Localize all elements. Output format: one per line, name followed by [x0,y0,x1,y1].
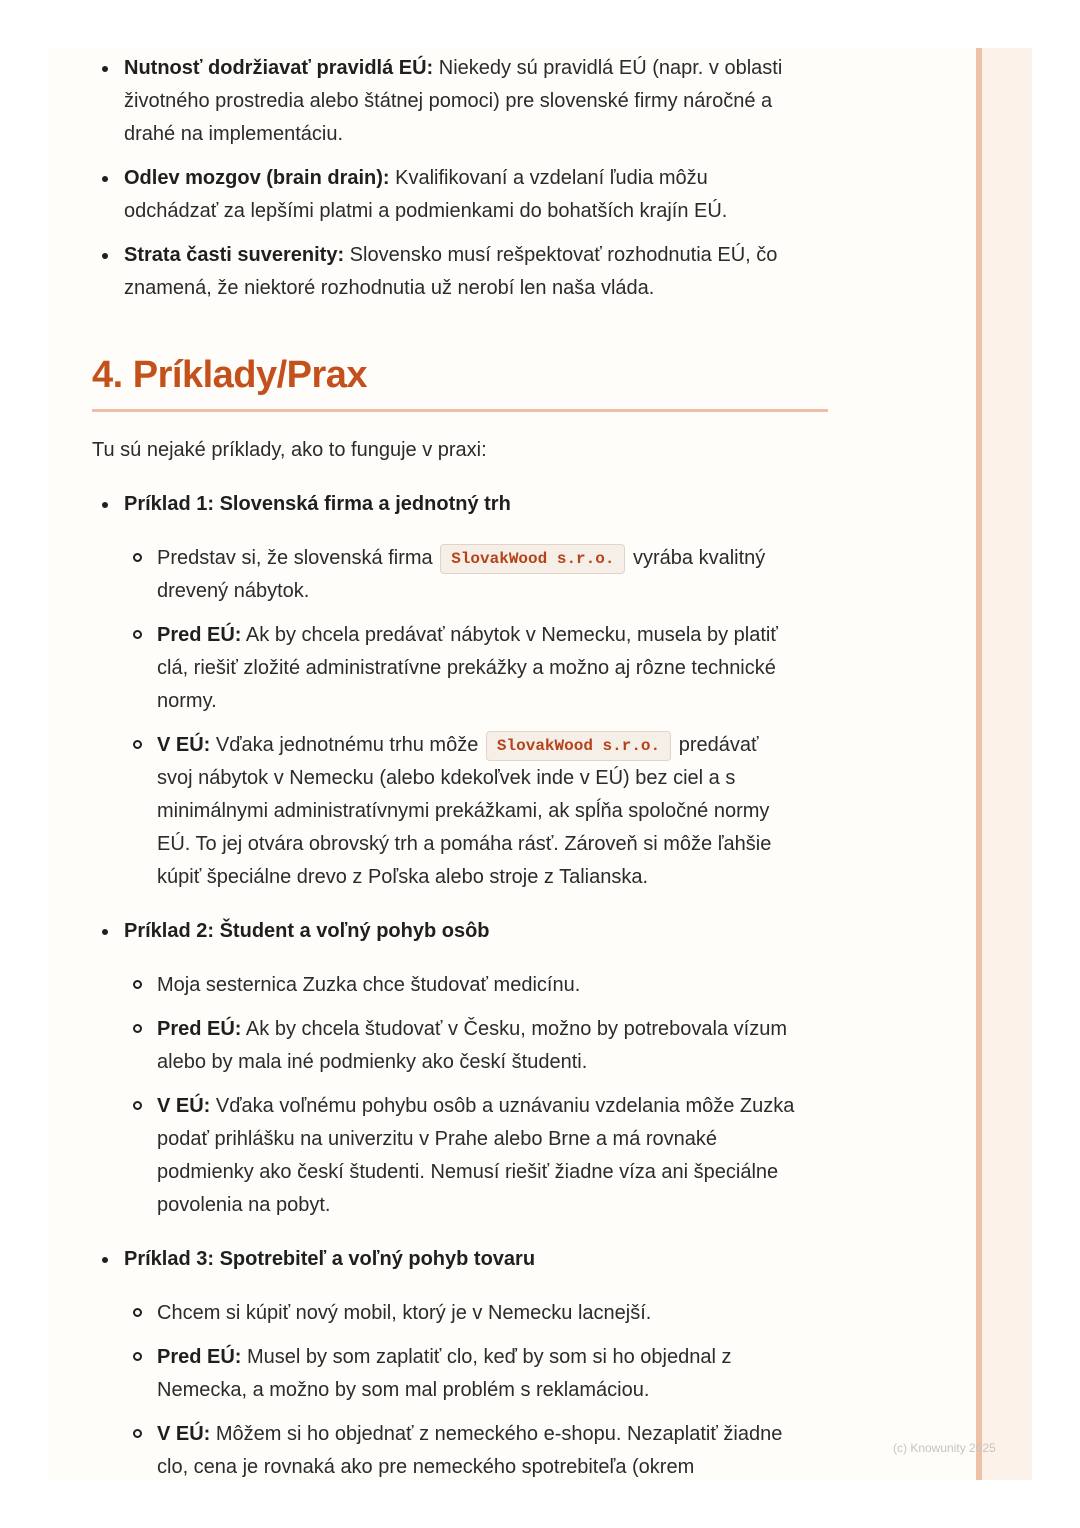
example-title: Príklad 2: Študent a voľný pohyb osôb [124,920,490,942]
heading-divider [92,409,828,412]
sublist-item: Predstav si, že slovenská firma SlovakWood s.r.o. vyrába kvalitný drevený nábytok. [124,542,832,608]
example-item [92,488,832,894]
list-item: Strata časti suverenity: Slovensko musí rešpektovať rozhodnutia EÚ, čo znamená, že niektoré rozhodnutia už nerobí len naša vláda. [92,239,832,305]
document-page [48,48,976,1480]
example-title: Príklad 1: Slovenská firma a jednotný trh [124,493,511,515]
examples-list [92,488,832,1480]
watermark: (c) Knowunity 2025 [893,1441,996,1455]
sublist-item: Moja sesternica Zuzka chce študovať medicínu. [124,969,832,1002]
section-intro: Tu sú nejaké príklady, ako to funguje v praxi: [92,439,487,461]
disadvantages-list [92,52,832,305]
code-snippet: SlovakWood s.r.o. [486,731,671,761]
example-item [92,1243,832,1480]
example-sublist [124,542,832,894]
sublist-item: Pred EÚ: Musel by som zaplatiť clo, keď by som si ho objednal z Nemecka, a možno by som mal problém s reklamáciou. [124,1341,832,1407]
sublist-item: V EÚ: Vďaka voľnému pohybu osôb a uznávaniu vzdelania môže Zuzka podať prihlášku na univerzitu v Prahe alebo Brne a má rovnaké podmienky ako českí študenti. Nemusí riešiť žiadne víza ani špeciálne povolenia na pobyt. [124,1090,832,1222]
list-item: Nutnosť dodržiavať pravidlá EÚ: Niekedy sú pravidlá EÚ (napr. v oblasti životného prostredia alebo štátnej pomoci) pre slovenské firmy náročné a drahé na implementáciu. [92,52,832,151]
example-sublist [124,969,832,1222]
sublist-item: Pred EÚ: Ak by chcela študovať v Česku, možno by potrebovala vízum alebo by mala iné podmienky ako českí študenti. [124,1013,832,1079]
sublist-item: Chcem si kúpiť nový mobil, ktorý je v Nemecku lacnejší. [124,1297,832,1330]
sublist-item: Pred EÚ: Ak by chcela predávať nábytok v Nemecku, musela by platiť clá, riešiť zložité administratívne prekážky a možno aj rôzne technické normy. [124,619,832,718]
example-title: Príklad 3: Spotrebiteľ a voľný pohyb tovaru [124,1248,536,1270]
code-snippet: SlovakWood s.r.o. [440,544,625,574]
page-side-band [976,48,1032,1480]
sublist-item: V EÚ: Môžem si ho objednať z nemeckého e-shopu. Nezaplatiť žiadne clo, cena je rovnaká ako pre nemeckého spotrebiteľa (okrem [124,1418,832,1480]
page-side-border [976,48,982,1480]
example-sublist [124,1297,832,1480]
section-heading: 4. Príklady/Prax [92,354,368,396]
sublist-item: V EÚ: Vďaka jednotnému trhu môže SlovakWood s.r.o. predávať svoj nábytok v Nemecku (alebo kdekoľvek inde v EÚ) bez ciel a s minimálnymi administratívnymi prekážkami, ak spĺňa spoločné normy EÚ. To jej otvára obrovský trh a pomáha rásť. Zároveň si môže ľahšie kúpiť špeciálne drevo z Poľska alebo stroje z Talianska. [124,729,832,894]
example-item [92,915,832,1222]
document-content [92,48,832,1480]
list-item: Odlev mozgov (brain drain): Kvalifikovaní a vzdelaní ľudia môžu odchádzať za lepšími platmi a podmienkami do bohatších krajín EÚ. [92,162,832,228]
